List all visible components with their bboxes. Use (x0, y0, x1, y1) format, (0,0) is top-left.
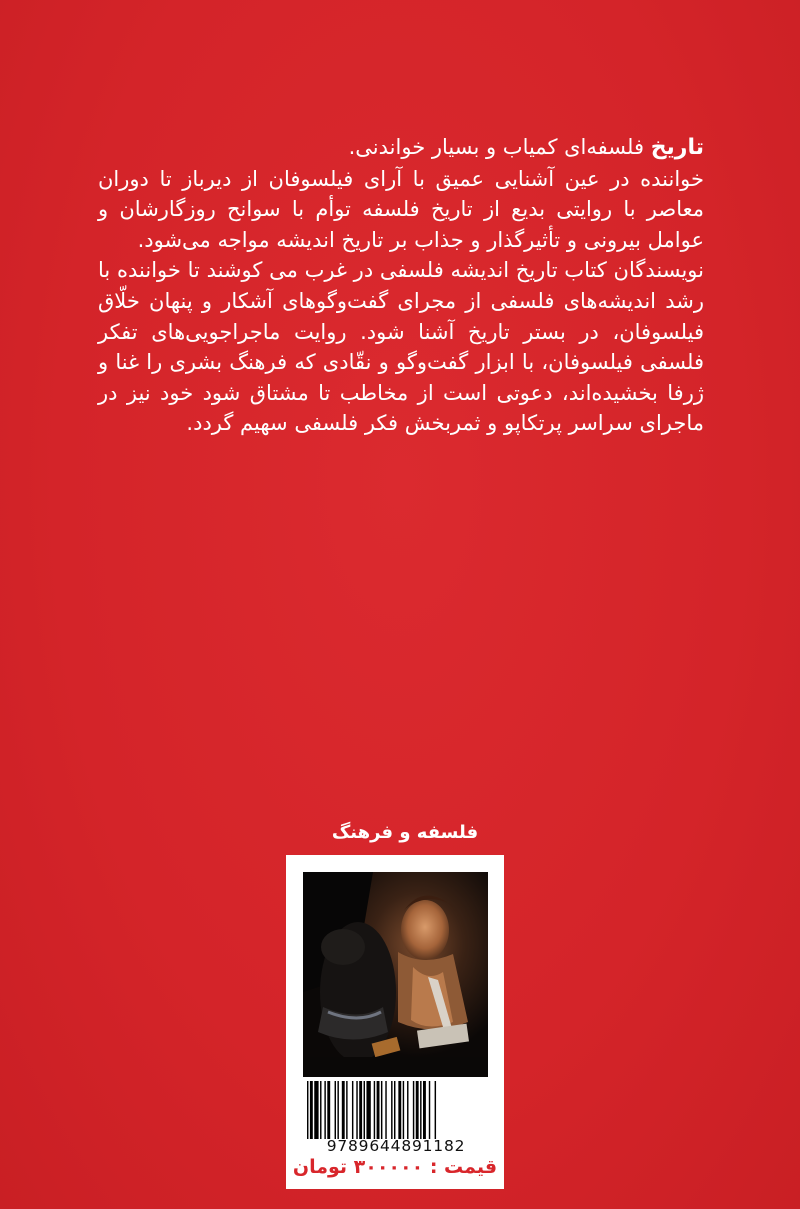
barcode-bar (307, 1081, 308, 1139)
barcode-bar (403, 1081, 404, 1139)
blurb-lead-word: تاریخ (650, 135, 704, 160)
barcode-bar (381, 1081, 382, 1139)
barcode-bar (310, 1081, 313, 1139)
barcode-bar (314, 1081, 318, 1139)
series-label: فلسفه و فرهنگ (331, 822, 479, 843)
barcode-image (303, 1081, 488, 1139)
barcode-bar (413, 1081, 414, 1139)
blurb-paragraph-1-rest: فلسفه‌ای کمیاب و بسیار خواندنی. (348, 135, 651, 159)
barcode-bar (324, 1081, 325, 1139)
blurb-paragraph-1 (98, 132, 704, 164)
barcode-bar (366, 1081, 370, 1139)
blurb-text (98, 132, 704, 439)
price-label: قیمت : ۳۰۰۰۰۰ تومان (292, 1156, 498, 1178)
barcode-bar (320, 1081, 321, 1139)
barcode-bar (385, 1081, 386, 1139)
philosopher-painting-image (303, 872, 488, 1077)
barcode-bar (374, 1081, 375, 1139)
barcode-bar (335, 1081, 336, 1139)
barcode-bar (346, 1081, 347, 1139)
barcode-bar (377, 1081, 380, 1139)
barcode-bar (435, 1081, 436, 1139)
barcode-bar (423, 1081, 426, 1139)
barcode-bar (420, 1081, 421, 1139)
barcode-bar (391, 1081, 392, 1139)
barcode-bar (394, 1081, 395, 1139)
barcode-bar (407, 1081, 408, 1139)
barcode-bar (337, 1081, 338, 1139)
blurb-paragraph-3: نویسندگان کتاب تاریخ اندیشه فلسفی در غرب می کوشند تا خواننده با رشد اندیشه‌های فلسفی از مجرای گفت‌وگوهای آشکار و پنهان خلّاق فیلسوفان، در بستر تاریخ آشنا شود. روایت ماجراجویی‌های تفکر فلسفی فیلسوفان، با ابزار گفت‌وگو و نقّادی که فرهنگ بشری را غنا و ژرفا بخشیده‌اند، دعوتی است از مخاطب تا مشتاق شود خود نیز در ماجرای سراسر پرتکاپو و ثمربخش فکر فلسفی سهیم گردد. (98, 258, 704, 436)
isbn-number: 9789644891182 (326, 1137, 466, 1155)
cover-painting (303, 872, 488, 1077)
price-sticker (286, 855, 504, 1189)
barcode-bar (429, 1081, 430, 1139)
barcode-bar (416, 1081, 419, 1139)
barcode-bar (364, 1081, 365, 1139)
barcode-bar (342, 1081, 345, 1139)
blurb-paragraph-2: خواننده در عین آشنایی عمیق با آرای فیلسوفان از دیرباز تا دوران معاصر با روایتی بدیع از تاریخ فلسفه توأم با سوانح روزگارشان و عوامل بیرونی و تأثیرگذار و جذاب بر تاریخ اندیشه مواجه می‌شود. (98, 166, 704, 252)
barcode-bar (398, 1081, 401, 1139)
barcode-bar (356, 1081, 357, 1139)
barcode-bar (352, 1081, 353, 1139)
barcode-bar (359, 1081, 362, 1139)
barcode-bars (303, 1081, 488, 1139)
barcode-bar (327, 1081, 330, 1139)
